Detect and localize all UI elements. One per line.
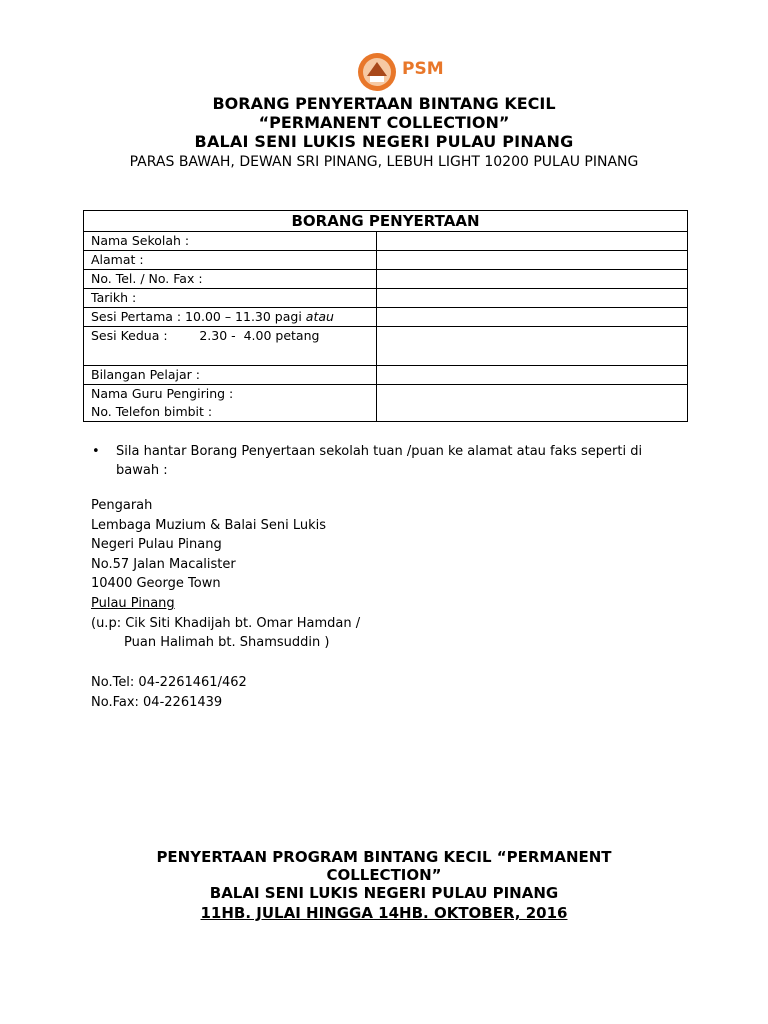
address-field[interactable] [377,251,688,270]
school-name-field[interactable] [377,232,688,251]
page-subtitle-gallery: BALAI SENI LUKIS NEGERI PULAU PINANG [194,132,574,151]
date-label: Tarikh : [84,289,377,308]
page-subtitle-collection: “PERMANENT COLLECTION” [258,113,510,132]
recipient-line: Negeri Pulau Pinang [91,537,222,553]
bullet-icon: • [92,444,100,459]
recipient-line: 10400 George Town [91,576,221,592]
address-label: Alamat : [84,251,377,270]
recipient-line: No.57 Jalan Macalister [91,556,236,572]
registration-form-table [83,210,688,422]
gallery-address: PARAS BAWAH, DEWAN SRI PINANG, LEBUH LIGHT 10200 PULAU PINANG [129,154,639,170]
footer-program-title: PENYERTAAN PROGRAM BINTANG KECIL “PERMANENT COLLECTION” [156,848,612,884]
psm-logo [355,50,445,94]
first-session-label [84,308,377,327]
second-session-text: Sesi Kedua : 2.30 - 4.00 petang [91,328,320,343]
recipient-line: Lembaga Muzium & Balai Seni Lukis [91,517,327,533]
school-name-label: Nama Sekolah : [84,232,377,251]
crest-logo-icon [355,50,445,94]
teacher-field[interactable] [377,385,688,422]
contact-details [91,673,247,712]
logo-text: PSM [402,59,444,79]
recipient-attention: (u.p: Cik Siti Khadijah bt. Omar Hamdan / [91,615,361,631]
first-session-field[interactable] [377,308,688,327]
teacher-name-label: Nama Guru Pengiring : [91,386,234,401]
page-title: BORANG PENYERTAAN BINTANG KECIL [212,94,556,113]
footer-dates: 11HB. JULAI HINGGA 14HB. OKTOBER, 2016 [200,904,568,922]
recipient-attention-2: Puan Halimah bt. Shamsuddin ) [124,635,330,651]
second-session-field[interactable] [377,327,688,366]
student-count-label: Bilangan Pelajar : [84,366,377,385]
footer-gallery-name: BALAI SENI LUKIS NEGERI PULAU PINANG [209,884,559,902]
first-session-text: Sesi Pertama : 10.00 – 11.30 pagi [91,309,302,324]
phone-fax-label: No. Tel. / No. Fax : [84,270,377,289]
recipient-state: Pulau Pinang [91,595,175,611]
date-field[interactable] [377,289,688,308]
recipient-address [91,496,360,653]
contact-tel: No.Tel: 04-2261461/462 [91,675,247,690]
recipient-line: Pengarah [91,498,153,513]
form-heading: BORANG PENYERTAAN [84,211,688,232]
instruction-bullet [92,442,672,480]
instruction-text: Sila hantar Borang Penyertaan sekolah tuan /puan ke alamat atau faks seperti di bawah : [116,444,643,478]
teacher-label [84,385,377,422]
student-count-field[interactable] [377,366,688,385]
second-session-label [84,327,377,366]
first-session-or: atau [305,309,334,324]
teacher-phone-label: No. Telefon bimbit : [91,404,213,419]
contact-fax: No.Fax: 04-2261439 [91,694,223,710]
phone-fax-field[interactable] [377,270,688,289]
